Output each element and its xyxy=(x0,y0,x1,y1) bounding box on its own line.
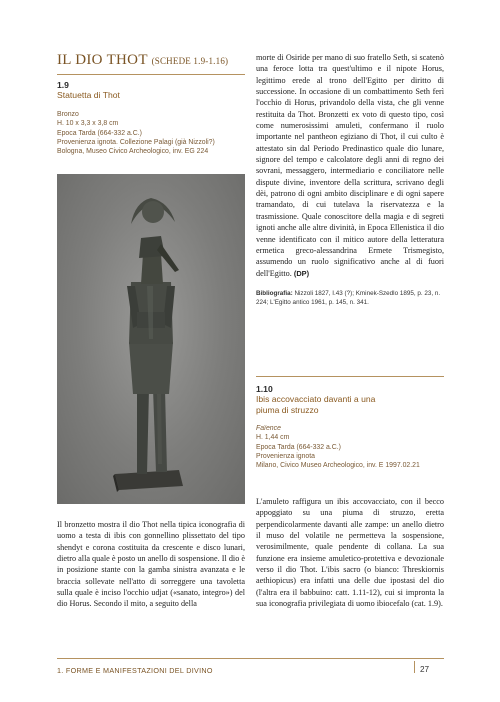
chapter-title-main: IL DIO THOT xyxy=(57,52,148,68)
left-column xyxy=(57,52,245,69)
entry-title: Ibis accovacciato davanti a una piuma di struzzo xyxy=(256,394,376,415)
entry-date: Epoca Tarda (664-332 a.C.) xyxy=(57,129,142,137)
entry-provenance: Provenienza ignota xyxy=(256,452,315,460)
entry-2-description: L'amuleto raffigura un ibis accovacciato, con il becco appoggiato su una piuma di struzzo, eretta perpendicolarmente davanti alle zampe: un anello dietro il muso del volatile ne permetteva la sospensione, verosimilmente, quale pendente di collana. La sua funzione era insieme amuletico-protettiva e devozionale verso il dio Thot. L'ibis sacro (o bianco: Threskiornis aethiopicus) era infatti una delle due ipostasi del dio (l'altra era il babbuino: catt. 1.11-12), cui si impronta la sua iconografia privilegiata di uomo ibiocefalo (cat. 1.9). xyxy=(256,497,444,609)
entry-material: Bronzo xyxy=(57,111,79,118)
entry-dimensions: H. 1,44 cm xyxy=(256,434,290,442)
entry-2-divider xyxy=(256,376,444,377)
footer-divider xyxy=(57,658,444,659)
entry-number: 1.9 xyxy=(57,80,69,90)
entry-location: Milano, Civico Museo Archeologico, inv. E 1997.02.21 xyxy=(256,462,420,470)
footer-separator xyxy=(414,661,415,673)
entry-provenance: Provenienza ignota. Collezione Palagi (già Nizzoli?) xyxy=(57,138,215,146)
footer-section-label: 1. FORME E MANIFESTAZIONI DEL DIVINO xyxy=(57,666,213,675)
page-number: 27 xyxy=(420,665,430,674)
title-divider xyxy=(57,74,245,75)
bibliography-text: Nizzoli 1827, I.43 (?); Kminek-Szedlo 1895, p. 23, n. 224; L'Egitto antico 1961, p. 145, n. 341. xyxy=(256,289,441,306)
right-column xyxy=(256,52,444,307)
entry-1-description-text: morte di Osiride per mano di suo fratello Seth, si scatenò una feroce lotta tra quest'ultimo e il nipote Horus, legittimo erede al trono dell'Egitto per diritto di successione. In occasione di un combattimento Seth ferì l'occhio di Horus, privandolo della vista, che gli venne restituita da Thot. Bronzetti ex voto di questo tipo, così come numerosissimi amuleti, confermano il ruolo importante nel pantheon egiziano di Thot, il cui culto è attestato sin dal Periodo Predinastico quale dio lunare, signore del tempo e calcolatore degli anni di regno dei sovrani, messaggero, intermediario e conciliatore nelle dispute divine, inventore della scrittura, scrivano degli dèi, patrono di ogni ambito disciplinare e di ogni sapere tramandato, di cui tutelava la riservatezza e la trasmissione. Quale conoscitore della magia e di segreti ignoti anche alle altre divinità, in Epoca Ellenistica il dio venne identificato con il mitico autore della letteratura ermetica greco-alessandrina Ermete Trismegisto, assumendo un ruolo significativo anche al di fuori dell'Egitto. xyxy=(256,53,444,278)
chapter-title xyxy=(57,52,245,69)
statuette-photo xyxy=(57,174,245,504)
entry-2-body xyxy=(256,496,444,609)
left-body xyxy=(57,519,245,610)
author-initials: (DP) xyxy=(293,268,310,278)
entry-dimensions: H. 10 x 3,3 x 3,8 cm xyxy=(57,120,119,128)
chapter-title-subtitle: (SCHEDE 1.9-1.16) xyxy=(151,56,229,66)
entry-2-header xyxy=(256,384,444,470)
entry-title: Statuetta di Thot xyxy=(57,90,120,100)
entry-number: 1.10 xyxy=(256,384,273,394)
entry-1-description-part-1: Il bronzetto mostra il dio Thot nella tipica iconografia di uomo a testa di ibis con gonnellino plissettato del tipo shendyt e corona costituita da crescente e disco lunari, dietro alla quale è posto un anello di sospensione. Il dio è in posizione stante con la gamba sinistra avanzata e le braccia sollevate nell'atto di sorreggere una tavoletta sulla quale è inciso l'occhio udjat («sanato, integro») del dio Horus. Secondo il mito, a seguito della xyxy=(57,520,245,609)
thot-statuette-image xyxy=(57,174,245,504)
entry-material: Faïence xyxy=(256,425,281,432)
entry-1-description-part-2 xyxy=(256,52,444,279)
entry-1-header xyxy=(57,80,245,156)
entry-location: Bologna, Museo Civico Archeologico, inv. EG 224 xyxy=(57,148,209,156)
entry-1-bibliography xyxy=(256,289,444,307)
bibliography-label: Bibliografia: xyxy=(256,289,293,297)
entry-date: Epoca Tarda (664-332 a.C.) xyxy=(256,443,341,451)
